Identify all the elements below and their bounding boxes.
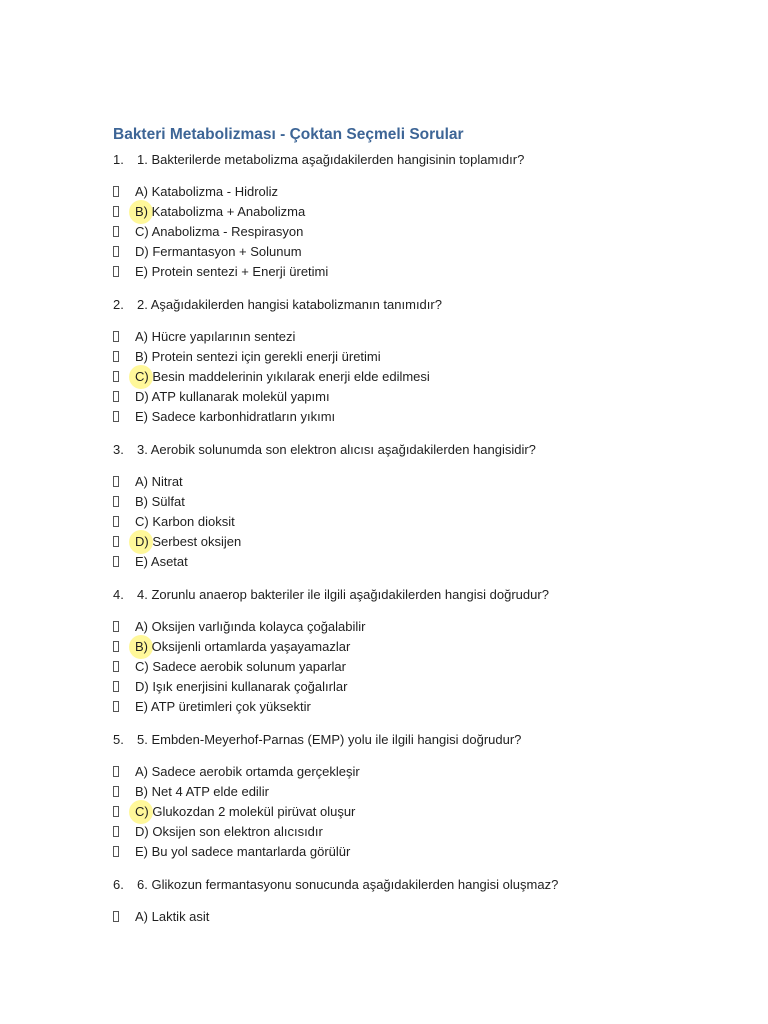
option-label: E) Sadece karbonhidratların yıkımı	[135, 409, 336, 424]
option-label: C) Karbon dioksit	[135, 514, 235, 529]
checkbox-icon[interactable]	[113, 621, 119, 632]
option-label: C) Glukozdan 2 molekül pirüvat oluşur	[135, 804, 356, 819]
option-label: A) Laktik asit	[135, 909, 210, 924]
option-label: C) Besin maddelerinin yıkılarak enerji elde edilmesi	[135, 369, 430, 384]
option-label: E) ATP üretimleri çok yüksektir	[135, 699, 311, 714]
option-label: A) Hücre yapılarının sentezi	[135, 329, 296, 344]
checkbox-icon[interactable]	[113, 641, 119, 652]
option-label: D) Işık enerjisini kullanarak çoğalırlar	[135, 679, 348, 694]
question-2	[113, 297, 442, 312]
checkbox-icon[interactable]	[113, 411, 119, 422]
page-title: Bakteri Metabolizması - Çoktan Seçmeli Sorular	[113, 126, 464, 143]
option-label: D) Oksijen son elektron alıcısıdır	[135, 824, 323, 839]
checkbox-icon[interactable]	[113, 786, 119, 797]
option-label: B) Sülfat	[135, 494, 185, 509]
checkbox-icon[interactable]	[113, 226, 119, 237]
question-1	[113, 152, 524, 167]
option-label: D) Serbest oksijen	[135, 534, 242, 549]
checkbox-icon[interactable]	[113, 516, 119, 527]
option-label: B) Protein sentezi için gerekli enerji üretimi	[135, 349, 381, 364]
question-number: 1.	[113, 152, 124, 167]
question-number: 6.	[113, 877, 124, 892]
checkbox-icon[interactable]	[113, 911, 119, 922]
option-label: B) Oksijenli ortamlarda yaşayamazlar	[135, 639, 351, 654]
option-label: A) Oksijen varlığında kolayca çoğalabilir	[135, 619, 366, 634]
question-number: 4.	[113, 587, 124, 602]
option-label: D) ATP kullanarak molekül yapımı	[135, 389, 330, 404]
checkbox-icon[interactable]	[113, 556, 119, 567]
checkbox-icon[interactable]	[113, 826, 119, 837]
checkbox-icon[interactable]	[113, 846, 119, 857]
checkbox-icon[interactable]	[113, 536, 119, 547]
option-label: E) Protein sentezi + Enerji üretimi	[135, 264, 329, 279]
checkbox-icon[interactable]	[113, 331, 119, 342]
option-label: C) Anabolizma - Respirasyon	[135, 224, 304, 239]
option-label: B) Katabolizma + Anabolizma	[135, 204, 306, 219]
checkbox-icon[interactable]	[113, 806, 119, 817]
option-label: E) Bu yol sadece mantarlarda görülür	[135, 844, 351, 859]
checkbox-icon[interactable]	[113, 476, 119, 487]
question-number: 3.	[113, 442, 124, 457]
checkbox-icon[interactable]	[113, 766, 119, 777]
option-label: D) Fermantasyon + Solunum	[135, 244, 302, 259]
question-4	[113, 587, 549, 602]
question-text: 2. Aşağıdakilerden hangisi katabolizmanın tanımıdır?	[137, 297, 442, 312]
question-number: 5.	[113, 732, 124, 747]
option-label: C) Sadece aerobik solunum yaparlar	[135, 659, 346, 674]
checkbox-icon[interactable]	[113, 496, 119, 507]
checkbox-icon[interactable]	[113, 371, 119, 382]
checkbox-icon[interactable]	[113, 701, 119, 712]
checkbox-icon[interactable]	[113, 266, 119, 277]
question-text: 5. Embden-Meyerhof-Parnas (EMP) yolu ile ilgili hangisi doğrudur?	[137, 732, 522, 747]
question-text: 6. Glikozun fermantasyonu sonucunda aşağıdakilerden hangisi oluşmaz?	[137, 877, 559, 892]
checkbox-icon[interactable]	[113, 246, 119, 257]
question-5	[113, 732, 521, 747]
option-label: A) Katabolizma - Hidroliz	[135, 184, 279, 199]
checkbox-icon[interactable]	[113, 391, 119, 402]
option-label: A) Nitrat	[135, 474, 183, 489]
checkbox-icon[interactable]	[113, 351, 119, 362]
option-label: E) Asetat	[135, 554, 188, 569]
question-text: 3. Aerobik solunumda son elektron alıcısı aşağıdakilerden hangisidir?	[137, 442, 536, 457]
checkbox-icon[interactable]	[113, 206, 119, 217]
checkbox-icon[interactable]	[113, 661, 119, 672]
option-label: A) Sadece aerobik ortamda gerçekleşir	[135, 764, 360, 779]
question-text: 1. Bakterilerde metabolizma aşağıdakilerden hangisinin toplamıdır?	[137, 152, 525, 167]
checkbox-icon[interactable]	[113, 186, 119, 197]
question-number: 2.	[113, 297, 124, 312]
question-text: 4. Zorunlu anaerop bakteriler ile ilgili aşağıdakilerden hangisi doğrudur?	[137, 587, 549, 602]
option-label: B) Net 4 ATP elde edilir	[135, 784, 269, 799]
question-3	[113, 442, 536, 457]
checkbox-icon[interactable]	[113, 681, 119, 692]
question-6	[113, 877, 558, 892]
